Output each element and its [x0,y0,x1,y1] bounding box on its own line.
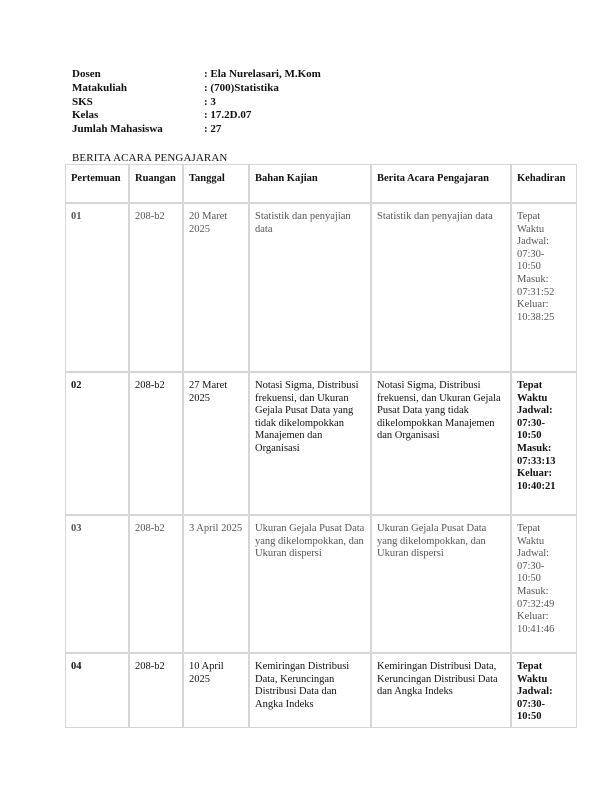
info-label: SKS [72,95,93,108]
cell-pertemuan: 02 [65,372,129,515]
info-label: Matakuliah [72,81,128,94]
cell-ruangan: 208-b2 [129,203,183,372]
cell-tanggal: 10 April 2025 [183,653,249,728]
header-ruangan: Ruangan [129,164,183,203]
info-value: : 3 [204,95,216,108]
cell-berita-acara: Statistik dan penyajian data [371,203,511,372]
cell-ruangan: 208-b2 [129,515,183,653]
header-bahan-kajian: Bahan Kajian [249,164,371,203]
header-berita-acara: Berita Acara Pengajaran [371,164,511,203]
cell-kehadiran: Tepat Waktu Jadwal: 07:30- 10:50 Masuk: 07:31:52 Keluar: 10:38:25 [511,203,577,372]
table-row [65,203,577,372]
cell-berita-acara: Kemiringan Distribusi Data, Keruncingan Distribusi Data dan Angka Indeks [371,653,511,728]
cell-pertemuan: 04 [65,653,129,728]
header-pertemuan: Pertemuan [65,164,129,203]
table-row [65,653,577,728]
info-value: : 17.2D.07 [204,109,252,122]
teaching-record-table [65,164,577,728]
cell-ruangan: 208-b2 [129,372,183,515]
cell-bahan-kajian: Statistik dan penyajian data [249,203,371,372]
cell-berita-acara: Notasi Sigma, Distribusi frekuensi, dan Ukuran Gejala Pusat Data yang tidak dikelompokkan Manajemen dan Organisasi [371,372,511,515]
info-label: Jumlah Mahasiswa [72,123,163,136]
cell-tanggal: 20 Maret 2025 [183,203,249,372]
header-tanggal: Tanggal [183,164,249,203]
info-value: : (700)Statistika [204,81,279,94]
cell-berita-acara: Ukuran Gejala Pusat Data yang dikelompokkan, dan Ukuran dispersi [371,515,511,653]
cell-tanggal: 3 April 2025 [183,515,249,653]
info-label: Kelas [72,109,99,122]
cell-bahan-kajian: Ukuran Gejala Pusat Data yang dikelompokkan, dan Ukuran dispersi [249,515,371,653]
section-title: BERITA ACARA PENGAJARAN [72,152,228,164]
info-value: : 27 [204,123,222,136]
info-value: : Ela Nurelasari, M.Kom [204,68,321,80]
cell-pertemuan: 03 [65,515,129,653]
header-kehadiran: Kehadiran [511,164,577,203]
table-row [65,372,577,515]
cell-kehadiran: Tepat Waktu Jadwal: 07:30- 10:50 Masuk: 07:32:49 Keluar: 10:41:46 [511,515,577,653]
cell-bahan-kajian: Kemiringan Distribusi Data, Keruncingan Distribusi Data dan Angka Indeks [249,653,371,728]
info-label: Dosen [72,68,101,80]
cell-kehadiran: Tepat Waktu Jadwal: 07:30- 10:50 [511,653,577,728]
table-row [65,515,577,653]
cell-kehadiran: Tepat Waktu Jadwal: 07:30- 10:50 Masuk: 07:33:13 Keluar: 10:40:21 [511,372,577,515]
cell-bahan-kajian: Notasi Sigma, Distribusi frekuensi, dan Ukuran Gejala Pusat Data yang tidak dikelompokkan Manajemen dan Organisasi [249,372,371,515]
table-header-row [65,164,577,203]
cell-tanggal: 27 Maret 2025 [183,372,249,515]
cell-ruangan: 208-b2 [129,653,183,728]
cell-pertemuan: 01 [65,203,129,372]
